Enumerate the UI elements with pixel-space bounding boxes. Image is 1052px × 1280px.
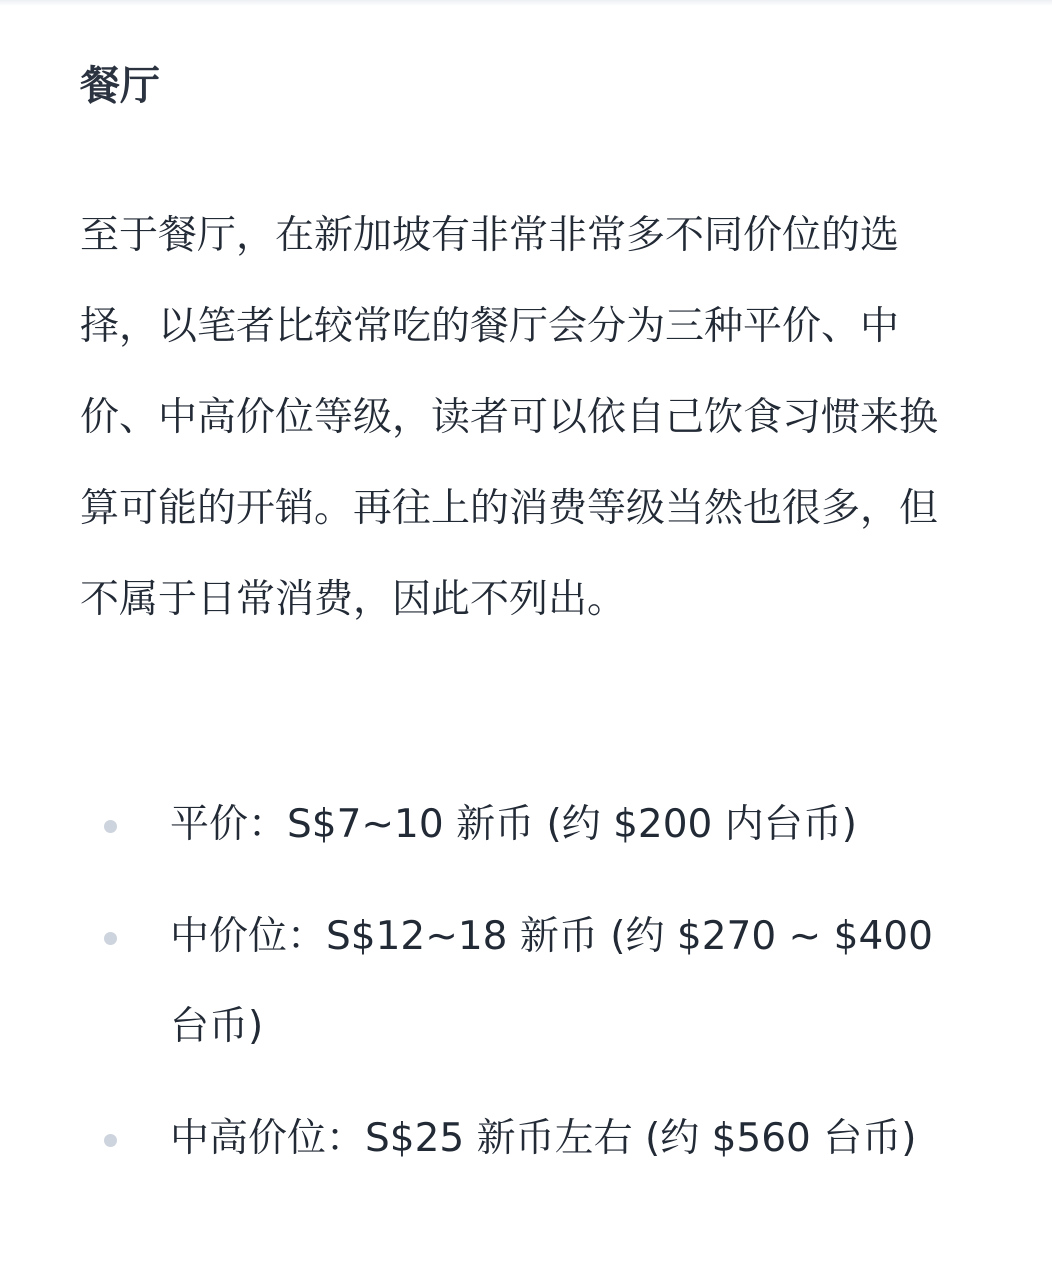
section-paragraph: 至于餐厅，在新加坡有非常非常多不同价位的选择，以笔者比较常吃的餐厅会分为三种平价、中价、中高价位等级，读者可以依自己饮食习惯来换算可能的开销。再往上的消费等级当然也很多，但不属于日常消费，因此不列出。	[80, 213, 939, 622]
list-item-text: 中价位：S$12~18 新币 (约 $270 ~ $400 台币)	[170, 914, 933, 1049]
top-edge-shadow	[0, 0, 1052, 6]
bullet-icon	[104, 932, 117, 945]
list-item-upper-mid	[80, 1094, 980, 1184]
section-heading: 餐厅	[80, 63, 160, 109]
bullet-icon	[104, 1134, 117, 1147]
list-item-text: 中高价位：S$25 新币左右 (约 $560 台币)	[170, 1116, 917, 1161]
price-list	[80, 780, 980, 1206]
list-item-budget	[80, 780, 980, 870]
list-item-text: 平价：S$7~10 新币 (约 $200 内台币)	[170, 802, 857, 847]
bullet-icon	[104, 820, 117, 833]
list-item-mid	[80, 892, 980, 1072]
